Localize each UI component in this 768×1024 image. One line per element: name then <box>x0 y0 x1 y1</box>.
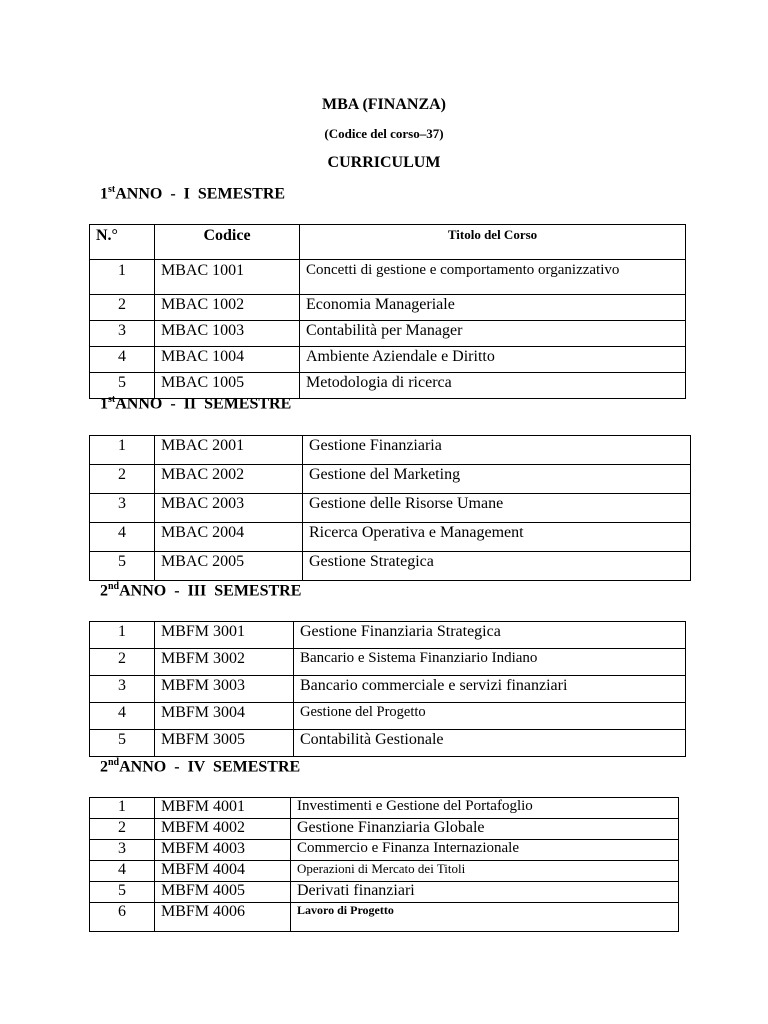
table-row <box>90 703 686 730</box>
course-code: MBFM 3004 <box>155 703 294 730</box>
course-title: Gestione Finanziaria Strategica <box>294 622 686 649</box>
course-code: MBAC 1003 <box>155 321 300 347</box>
course-num: 2 <box>90 819 155 840</box>
course-code: MBFM 3002 <box>155 649 294 676</box>
table-row <box>90 861 679 882</box>
course-title: Metodologia di ricerca <box>300 373 686 399</box>
course-code: MBFM 3001 <box>155 622 294 649</box>
course-num: 4 <box>90 703 155 730</box>
table-row <box>90 523 691 552</box>
course-title: Concetti di gestione e comportamento organizzativo <box>300 260 686 295</box>
course-title: Gestione delle Risorse Umane <box>303 494 691 523</box>
table-row <box>90 840 679 861</box>
table-row <box>90 819 679 840</box>
course-code: (Codice del corso–37) <box>324 126 444 141</box>
table-row <box>90 903 679 932</box>
table-row <box>90 649 686 676</box>
section-title: CURRICULUM <box>327 154 441 171</box>
course-title: Lavoro di Progetto <box>291 903 679 932</box>
course-num: 5 <box>90 730 155 757</box>
table-row <box>90 552 691 581</box>
table-row <box>90 882 679 903</box>
course-num: 4 <box>90 523 155 552</box>
column-header-num: N.° <box>90 225 155 260</box>
course-num: 3 <box>90 676 155 703</box>
course-code: MBFM 4003 <box>155 840 291 861</box>
course-num: 5 <box>90 373 155 399</box>
course-title: Gestione del Progetto <box>294 703 686 730</box>
course-title: Gestione del Marketing <box>303 465 691 494</box>
course-title: Commercio e Finanza Internazionale <box>291 840 679 861</box>
course-num: 2 <box>90 465 155 494</box>
course-code: MBFM 3003 <box>155 676 294 703</box>
course-num: 5 <box>90 882 155 903</box>
course-num: 4 <box>90 861 155 882</box>
course-num: 1 <box>90 798 155 819</box>
course-code: MBAC 1001 <box>155 260 300 295</box>
course-code: MBAC 2001 <box>155 436 303 465</box>
course-title: Economia Manageriale <box>300 295 686 321</box>
course-table-semester-3 <box>89 621 686 757</box>
course-code: MBFM 4006 <box>155 903 291 932</box>
course-table-semester-1 <box>89 224 686 399</box>
course-title: Bancario e Sistema Finanziario Indiano <box>294 649 686 676</box>
semester-heading-2: 1stANNO - II SEMESTRE <box>100 394 292 413</box>
course-code: MBAC 1005 <box>155 373 300 399</box>
course-code: MBFM 3005 <box>155 730 294 757</box>
course-code: MBFM 4001 <box>155 798 291 819</box>
course-num: 4 <box>90 347 155 373</box>
table-row <box>90 347 686 373</box>
course-num: 1 <box>90 622 155 649</box>
table-row <box>90 465 691 494</box>
course-code: MBAC 1004 <box>155 347 300 373</box>
course-title: Investimenti e Gestione del Portafoglio <box>291 798 679 819</box>
course-num: 1 <box>90 436 155 465</box>
table-row <box>90 260 686 295</box>
table-row <box>90 436 691 465</box>
course-title: Derivati finanziari <box>291 882 679 903</box>
course-title: Gestione Finanziaria <box>303 436 691 465</box>
course-code: MBFM 4004 <box>155 861 291 882</box>
course-code: MBAC 2005 <box>155 552 303 581</box>
column-header-code: Codice <box>155 225 300 260</box>
course-num: 6 <box>90 903 155 932</box>
course-num: 2 <box>90 649 155 676</box>
course-num: 3 <box>90 321 155 347</box>
table-row <box>90 494 691 523</box>
table-row <box>90 798 679 819</box>
course-title: Ricerca Operativa e Management <box>303 523 691 552</box>
course-code: MBAC 2002 <box>155 465 303 494</box>
course-title: Contabilità per Manager <box>300 321 686 347</box>
course-title: Gestione Strategica <box>303 552 691 581</box>
course-code: MBAC 1002 <box>155 295 300 321</box>
semester-heading-3: 2ndANNO - III SEMESTRE <box>100 581 302 600</box>
course-code: MBAC 2003 <box>155 494 303 523</box>
table-row <box>90 676 686 703</box>
column-header-title: Titolo del Corso <box>300 225 686 260</box>
table-row <box>90 321 686 347</box>
course-code: MBAC 2004 <box>155 523 303 552</box>
course-table-semester-4 <box>89 797 679 932</box>
course-num: 3 <box>90 494 155 523</box>
course-code: MBFM 4005 <box>155 882 291 903</box>
course-num: 5 <box>90 552 155 581</box>
course-title: Gestione Finanziaria Globale <box>291 819 679 840</box>
course-table-semester-2 <box>89 435 691 581</box>
course-title: Contabilità Gestionale <box>294 730 686 757</box>
semester-heading-4: 2ndANNO - IV SEMESTRE <box>100 757 301 776</box>
table-header-row <box>90 225 686 260</box>
course-title: Bancario commerciale e servizi finanziari <box>294 676 686 703</box>
course-title: Ambiente Aziendale e Diritto <box>300 347 686 373</box>
course-title: Operazioni di Mercato dei Titoli <box>291 861 679 882</box>
semester-heading-1: 1stANNO - I SEMESTRE <box>100 184 286 203</box>
course-num: 1 <box>90 260 155 295</box>
course-num: 2 <box>90 295 155 321</box>
course-code: MBFM 4002 <box>155 819 291 840</box>
table-row <box>90 622 686 649</box>
document-title: MBA (FINANZA) <box>322 96 446 113</box>
table-row <box>90 730 686 757</box>
course-num: 3 <box>90 840 155 861</box>
table-row <box>90 295 686 321</box>
